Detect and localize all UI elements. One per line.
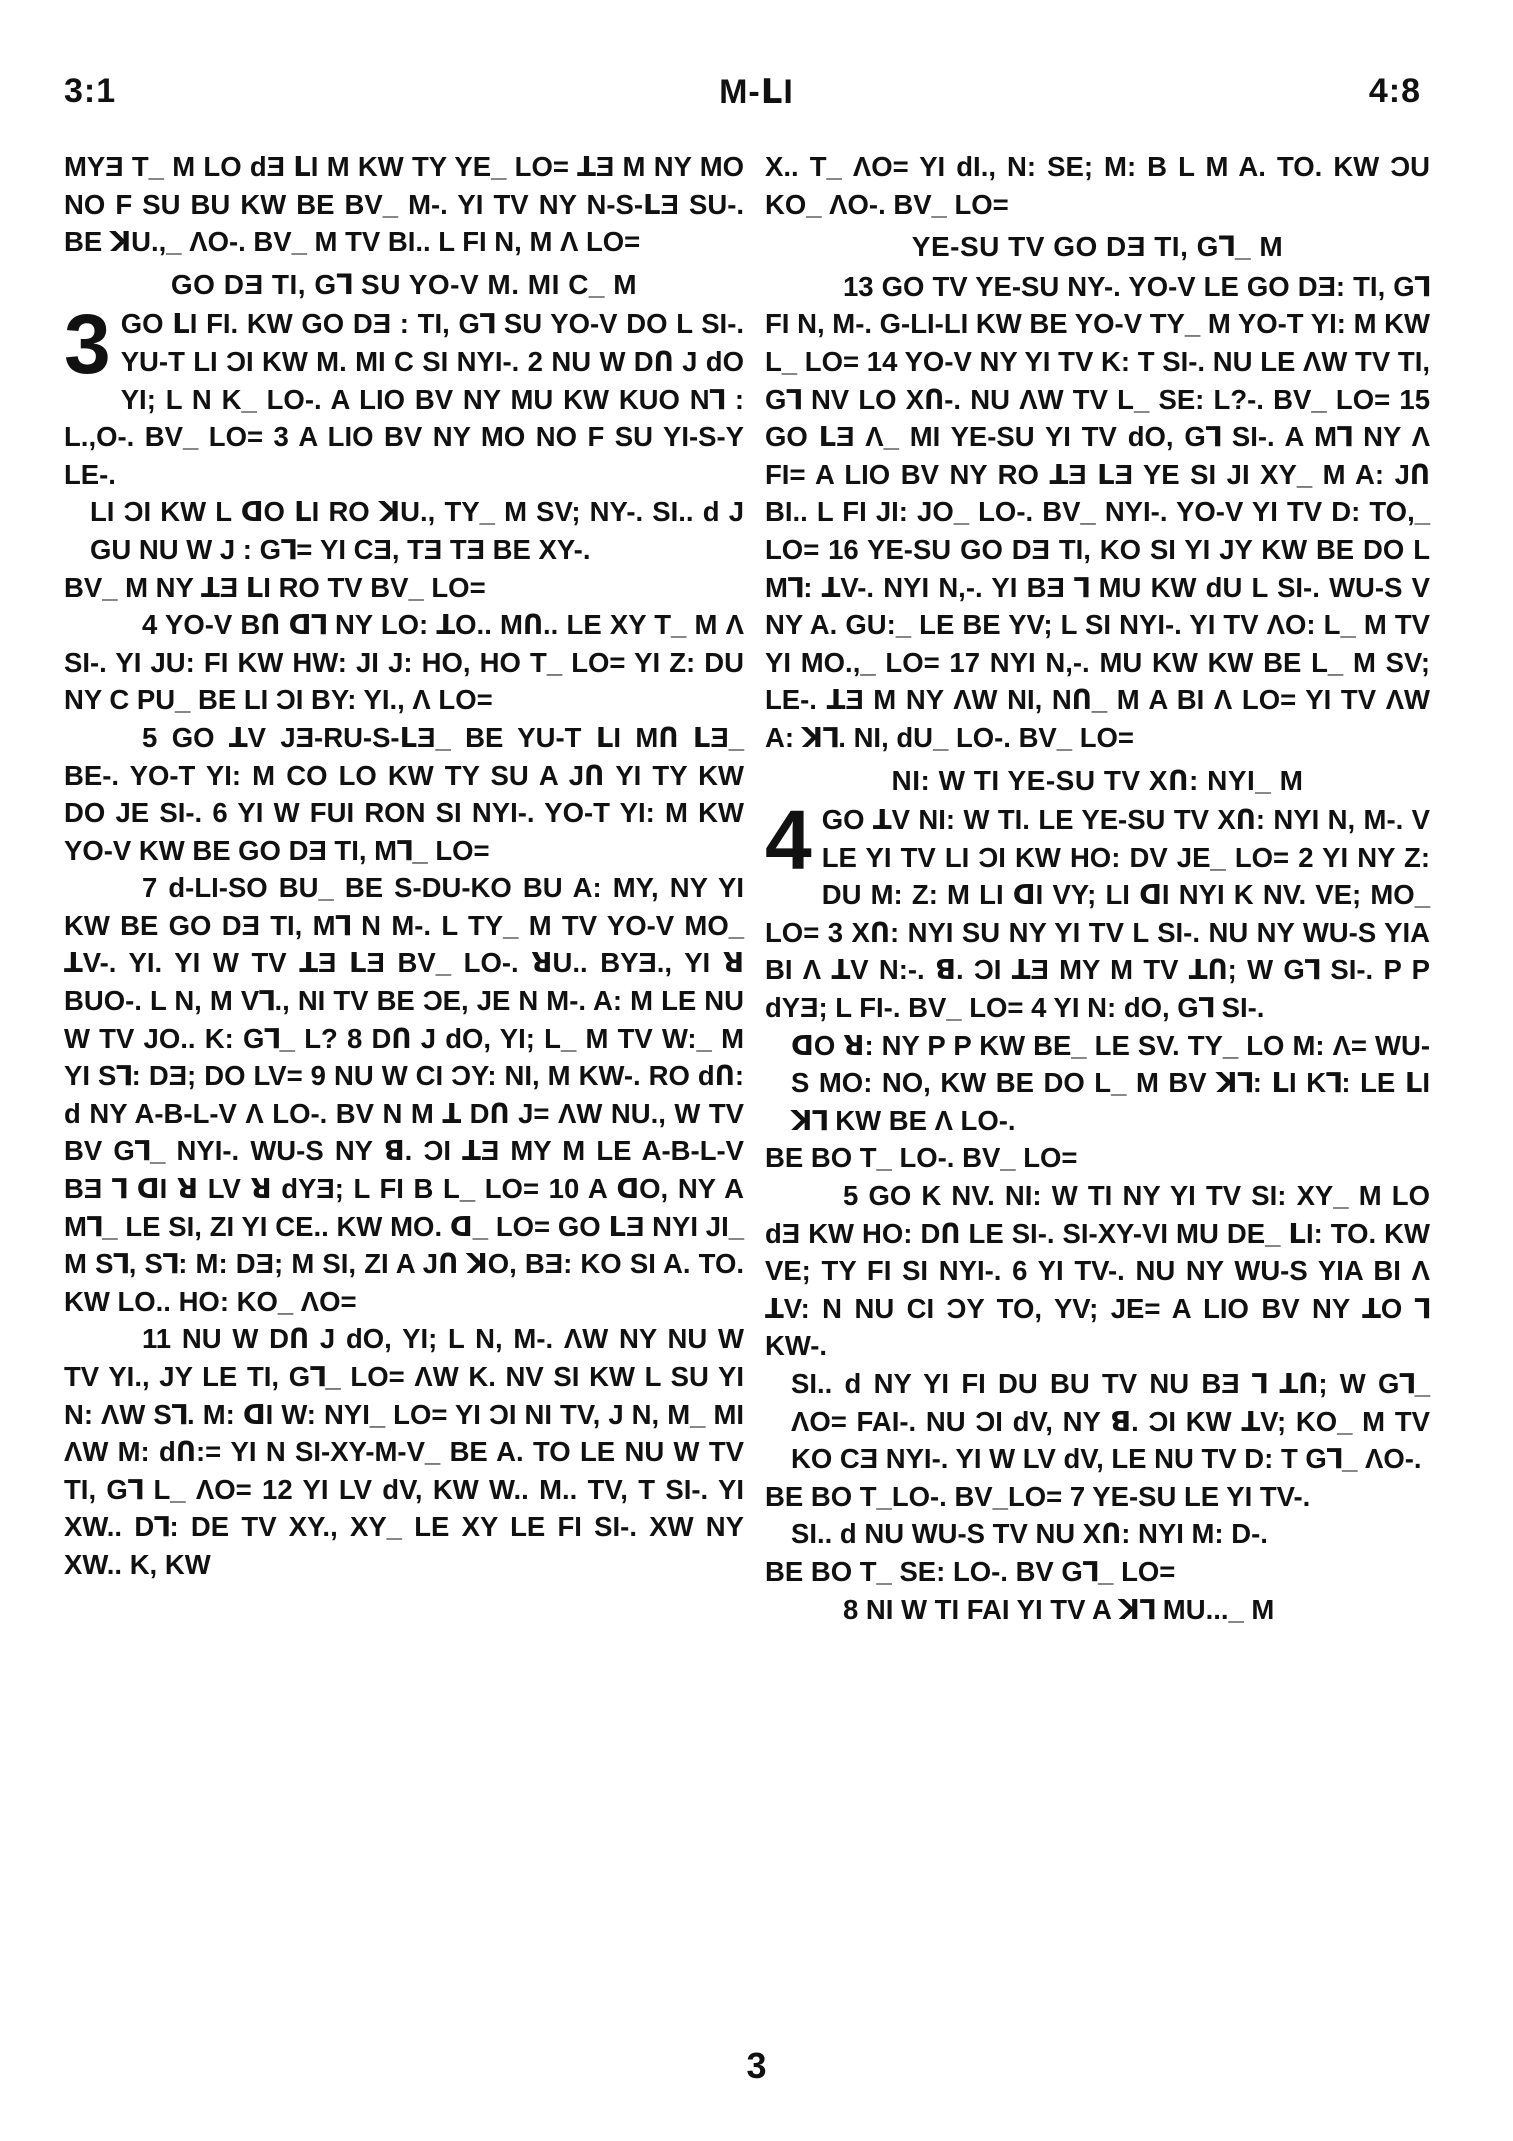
right-text-column bbox=[765, 148, 1430, 1628]
chapter-paragraph bbox=[765, 793, 1430, 1027]
chapter-number: 3 bbox=[64, 297, 111, 392]
section-heading: YE-SU TV GO DƎ TI, Gꓶ_ M bbox=[911, 231, 1284, 263]
verse-paragraph: SI.. d NU WU-S TV NU XՈ: NYI M: D-. bbox=[791, 1518, 1268, 1550]
verse-paragraph: SI.. d NY YI FI DU BU TV NU BƎ ꓶ ꓕՈ; W Gꓶ_ ΛO= FAI-. NU ϽI dV, NY ꓭ. ϽI KW ꓕV; KO_ M TV KO CƎ NYI-. YI W LV dV, LE NU TV D: T Gꓶ_ ΛO-. bbox=[791, 1368, 1430, 1475]
chapter-number: 4 bbox=[765, 793, 812, 888]
left-text-column bbox=[64, 148, 744, 1584]
page-number: 3 bbox=[746, 2045, 767, 2086]
verse-paragraph: BE BO T_LO-. BV_LO= 7 YE-SU LE YI TV-. bbox=[765, 1480, 1311, 1512]
section-heading: GO DƎ TI, Gꓶ SU YO-V M. MI C_ M bbox=[170, 268, 638, 300]
header-left-reference: 3:1 bbox=[64, 72, 117, 110]
chapter-text: GO ꓡI FI. KW GO DƎ : TI, Gꓶ SU YO-V DO L SI-. YU-T LI ϽI KW M. MI C SI NYI-. 2 NU W DՈ J dO YI; L N K_ LO-. A LIO BV NY MU KW KUO Nꓶ : L.,O-. BV_ LO= 3 A LIO BV NY MO NO F SU YI-S-Y LE-. bbox=[64, 308, 744, 490]
verse-paragraph: BE BO T_ LO-. BV_ LO= bbox=[765, 1142, 1078, 1174]
verse-paragraph: 5 GO ꓕV JƎ-RU-S-ꓡƎ_ BE YU-T ꓡI MՈ ꓡƎ_ BE-. YO-T YI: M CO LO KW TY SU A JՈ YI TY KW DO JE SI-. 6 YI W FUI RON SI NYI-. YO-T YI: M KW YO-V KW BE GO DƎ TI, Mꓶ_ LO= bbox=[64, 721, 744, 866]
header-right-reference: 4:8 bbox=[1368, 72, 1421, 110]
section-heading: NI: W TI YE-SU TV XՈ: NYI_ M bbox=[891, 764, 1304, 796]
verse-paragraph: 4 YO-V BՈ ꓷꓶ NY LO: ꓕO.. MՈ.. LE XY T_ M Λ SI-. YI JU: FI KW HW: JI J: HO, HO T_ LO= YI Z: DU NY C PU_ BE LI ϽI BY: YI., Λ LO= bbox=[64, 609, 744, 716]
verse-paragraph: ꓷO ꓤ: NY P P KW BE_ LE SV. TY_ LO M: Λ= WU-S MO: NO, KW BE DO L_ M BV ꓘꓶ: ꓡI Kꓶ: LE ꓡI ꓘꓶ KW BE Λ LO-. bbox=[791, 1029, 1430, 1136]
verse-paragraph: MYƎ T_ M LO dƎ ꓡI M KW TY YE_ LO= ꓕƎ M NY MO NO F SU BU KW BE BV_ M-. YI TV NY N-S-ꓡƎ SU-. BE ꓘU.,_ ΛO-. BV_ M TV BI.. L FI N, M Λ LO= bbox=[64, 151, 744, 258]
verse-paragraph: 5 GO K NV. NI: W TI NY YI TV SI: XY_ M LO dƎ KW HO: DՈ LE SI-. SI-XY-VI MU DE_ ꓡI: TO. KW VE; TY FI SI NYI-. 6 YI TV-. NU NY WU-S YIA BI Λ ꓕV: N NU CI ϽY TO, YV; JE= A LIO BV NY ꓕO ꓶ KW-. bbox=[765, 1180, 1430, 1362]
header-book-title: M-ꓡI bbox=[719, 73, 794, 111]
chapter-paragraph bbox=[64, 297, 744, 493]
verse-paragraph: BE BO T_ SE: LO-. BV Gꓶ_ LO= bbox=[765, 1555, 1176, 1587]
verse-paragraph: 13 GO TV YE-SU NY-. YO-V LE GO DƎ: TI, Gꓶ FI N, M-. G-LI-LI KW BE YO-V TY_ M YO-T YI: M KW L_ LO= 14 YO-V NY YI TV K: T SI-. NU LE ΛW TV TI, Gꓶ NV LO XՈ-. NU ΛW TV L_ SE: L?-. BV_ LO= 15 GO ꓡƎ Λ_ MI YE-SU YI TV dO, Gꓶ SI-. A Mꓶ NY Λ FI= A LIO BV NY RO ꓕƎ ꓡƎ YE SI JI XY_ M A: JՈ BI.. L FI JI: JO_ LO-. BV_ NYI-. YO-V YI TV D: TO,_ LO= 16 YE-SU GO DƎ TI, KO SI YI JY KW BE DO L Mꓶ: ꓕV-. NYI N,-. YI BƎ ꓶ MU KW dU L SI-. WU-S V NY A. GU:_ LE BE YV; L SI NYI-. YI TV ΛO: L_ M TV YI MO.,_ LO= 17 NYI N,-. MU KW KW BE L_ M SV; LE-. ꓕƎ M NY ΛW NI, NՈ_ M A BI Λ LO= YI TV ΛW A: ꓘꓶ. NI, dU_ LO-. BV_ LO= bbox=[765, 270, 1430, 753]
verse-paragraph: LI ϽI KW L ꓷO ꓡI RO ꓘU., TY_ M SV; NY-. SI.. d J GU NU W J : Gꓶ= YI CƎ, TƎ TƎ BE XY-. bbox=[90, 496, 744, 565]
verse-paragraph: BV_ M NY ꓕƎ ꓡI RO TV BV_ LO= bbox=[64, 571, 486, 603]
verse-paragraph: 8 NI W TI FAI YI TV A ꓘꓶ MU..._ M bbox=[843, 1593, 1275, 1625]
verse-paragraph: X.. T_ ΛO= YI dI., N: SE; M: B L M A. TO. KW ϽU KO_ ΛO-. BV_ LO= bbox=[765, 151, 1430, 220]
verse-paragraph: 11 NU W DՈ J dO, YI; L N, M-. ΛW NY NU W TV YI., JY LE TI, Gꓶ_ LO= ΛW K. NV SI KW L SU YI N: ΛW Sꓶ. M: ꓷI W: NYI_ LO= YI ϽI NI TV, J N, M_ MI ΛW M: dՈ:= YI N SI-XY-M-V_ BE A. TO LE NU W TV TI, Gꓶ L_ ΛO= 12 YI LV dV, KW W.. M.. TV, T SI-. YI XW.. Dꓶ: DE TV XY., XY_ LE XY LE FI SI-. XW NY XW.. K, KW bbox=[64, 1323, 744, 1580]
verse-paragraph: 7 d-LI-SO BU_ BE S-DU-KO BU A: MY, NY YI KW BE GO DƎ TI, Mꓶ N M-. L TY_ M TV YO-V MO_ ꓕV-. YI. YI W TV ꓕƎ ꓡƎ BV_ LO-. ꓤU.. BYƎ., YI ꓤ BUO-. L N, M Vꓶ., NI TV BE ϽE, JE N M-. A: M LE NU W TV JO.. K: Gꓶ_ L? 8 DՈ J dO, YI; L_ M TV W:_ M YI Sꓶ: DƎ; DO LV= 9 NU W CI ϽY: NI, M KW-. RO dՈ: d NY A-B-L-V Λ LO-. BV N M ꓕ DՈ J= ΛW NU., W TV BV Gꓶ_ NYI-. WU-S NY ꓭ. ϽI ꓕƎ MY M LE A-B-L-V BƎ ꓶ ꓷI ꓤ LV ꓤ dYƎ; L FI B L_ LO= 10 A ꓷO, NY A Mꓶ_ LE SI, ZI YI CE.. KW MO. ꓷ_ LO= GO ꓡƎ NYI JI_ M Sꓶ, Sꓶ: M: DƎ; M SI, ZI A JՈ ꓘO, BƎ: KO SI A. TO. KW LO.. HO: KO_ ΛO= bbox=[64, 872, 744, 1317]
chapter-text: GO ꓕV NI: W TI. LE YE-SU TV XՈ: NYI N, M-. V LE YI TV LI ϽI KW HO: DV JE_ LO= 2 YI NY Z: DU M: Z: M LI ꓷI VY; LI ꓷI NYI K NV. VE; MO_ LO= 3 XՈ: NYI SU NY YI TV L SI-. NU NY WU-S YIA BI Λ ꓕV N:-. ꓭ. ϽI ꓕƎ MY M TV ꓕՈ; W Gꓶ SI-. P P dYƎ; L FI-. BV_ LO= 4 YI N: dO, Gꓶ SI-. bbox=[765, 804, 1430, 1024]
